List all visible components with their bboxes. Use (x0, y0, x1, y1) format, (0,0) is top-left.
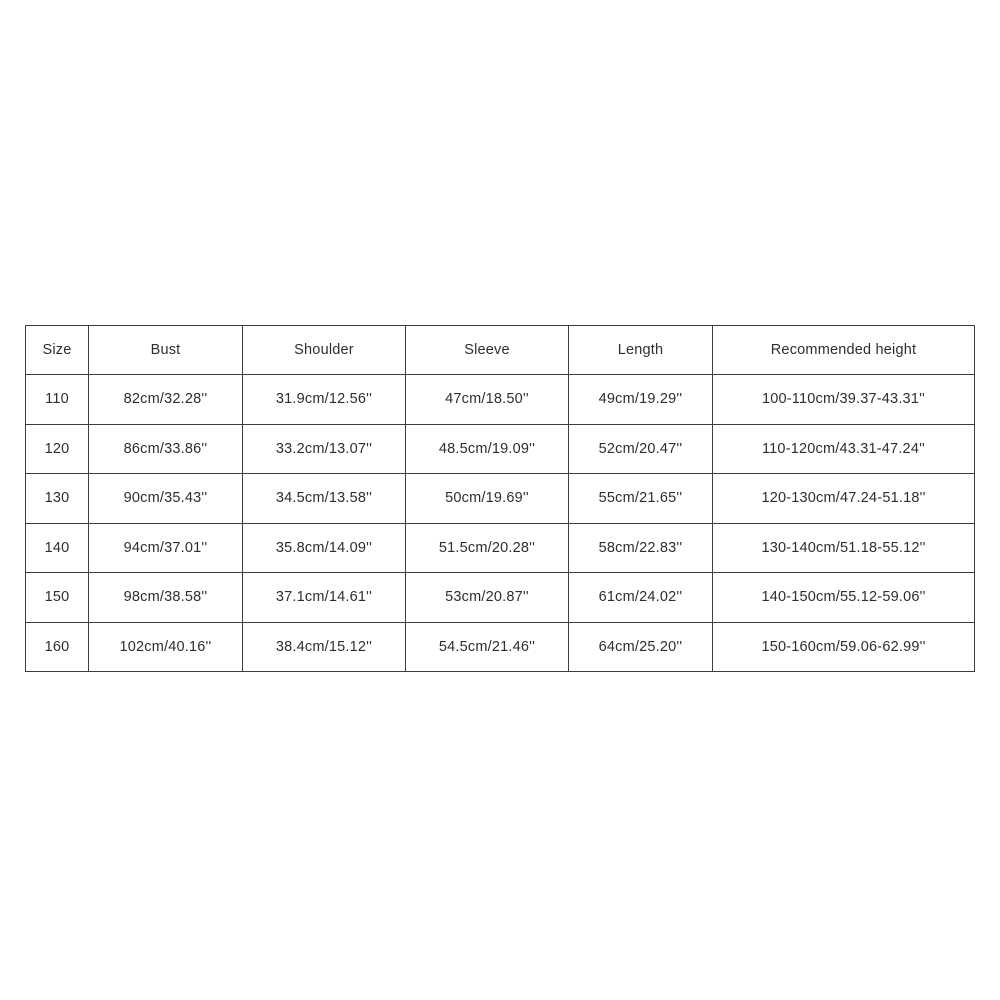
column-header-recommended-height: Recommended height (713, 326, 975, 375)
cell-length: 64cm/25.20'' (569, 622, 713, 672)
cell-size: 140 (26, 523, 89, 573)
table-row-size-130 (26, 474, 975, 524)
cell-shoulder: 37.1cm/14.61'' (243, 573, 406, 623)
cell-size: 130 (26, 474, 89, 524)
header-row (26, 326, 975, 375)
column-header-sleeve: Sleeve (406, 326, 569, 375)
cell-length: 52cm/20.47'' (569, 424, 713, 474)
column-header-size: Size (26, 326, 89, 375)
cell-sleeve: 53cm/20.87'' (406, 573, 569, 623)
table-row-size-140 (26, 523, 975, 573)
cell-recommended-height: 130-140cm/51.18-55.12'' (713, 523, 975, 573)
cell-size: 150 (26, 573, 89, 623)
cell-shoulder: 33.2cm/13.07'' (243, 424, 406, 474)
column-header-bust: Bust (89, 326, 243, 375)
cell-bust: 98cm/38.58'' (89, 573, 243, 623)
cell-sleeve: 51.5cm/20.28'' (406, 523, 569, 573)
column-header-length: Length (569, 326, 713, 375)
cell-sleeve: 50cm/19.69'' (406, 474, 569, 524)
cell-sleeve: 54.5cm/21.46'' (406, 622, 569, 672)
cell-bust: 102cm/40.16'' (89, 622, 243, 672)
cell-length: 58cm/22.83'' (569, 523, 713, 573)
size-chart-body (26, 375, 975, 672)
cell-length: 49cm/19.29'' (569, 375, 713, 425)
cell-recommended-height: 120-130cm/47.24-51.18'' (713, 474, 975, 524)
cell-size: 160 (26, 622, 89, 672)
size-chart-table (25, 325, 975, 672)
cell-sleeve: 48.5cm/19.09'' (406, 424, 569, 474)
cell-shoulder: 35.8cm/14.09'' (243, 523, 406, 573)
cell-sleeve: 47cm/18.50'' (406, 375, 569, 425)
cell-shoulder: 31.9cm/12.56'' (243, 375, 406, 425)
cell-bust: 86cm/33.86'' (89, 424, 243, 474)
cell-bust: 90cm/35.43'' (89, 474, 243, 524)
cell-bust: 94cm/37.01'' (89, 523, 243, 573)
table-row-size-150 (26, 573, 975, 623)
table-row-size-110 (26, 375, 975, 425)
cell-size: 110 (26, 375, 89, 425)
cell-recommended-height: 100-110cm/39.37-43.31'' (713, 375, 975, 425)
cell-shoulder: 34.5cm/13.58'' (243, 474, 406, 524)
cell-recommended-height: 150-160cm/59.06-62.99'' (713, 622, 975, 672)
cell-length: 55cm/21.65'' (569, 474, 713, 524)
table-row-size-120 (26, 424, 975, 474)
cell-size: 120 (26, 424, 89, 474)
cell-recommended-height: 140-150cm/55.12-59.06'' (713, 573, 975, 623)
size-chart-header (26, 326, 975, 375)
column-header-shoulder: Shoulder (243, 326, 406, 375)
cell-shoulder: 38.4cm/15.12'' (243, 622, 406, 672)
cell-recommended-height: 110-120cm/43.31-47.24'' (713, 424, 975, 474)
cell-bust: 82cm/32.28'' (89, 375, 243, 425)
cell-length: 61cm/24.02'' (569, 573, 713, 623)
table-row-size-160 (26, 622, 975, 672)
